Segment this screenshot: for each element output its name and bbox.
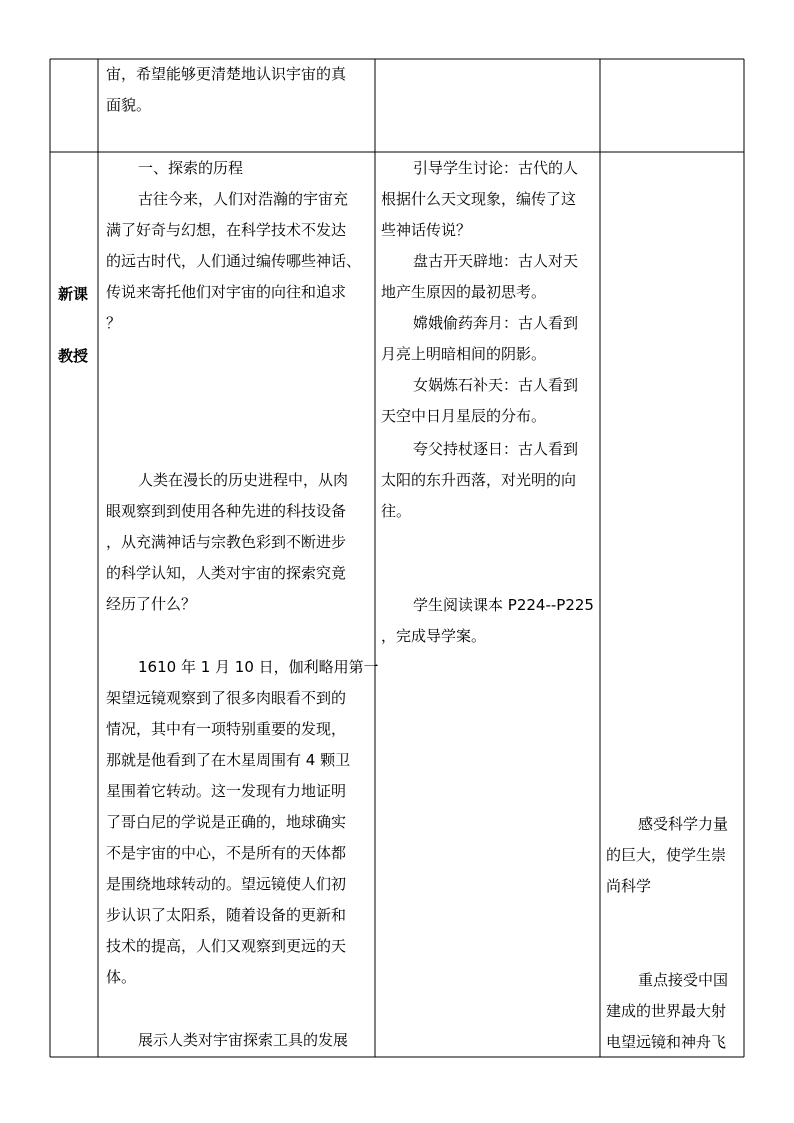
activity-line: 学生阅读课本 P224--P225 — [413, 596, 594, 614]
content-line: 展示人类对宇宙探索工具的发展 — [138, 1031, 349, 1049]
content-line: 情况，其中有一项特别重要的发现， — [106, 720, 347, 738]
intent-line: 感受科学力量 — [638, 815, 729, 833]
row1-content-line: 宙，希望能够更清楚地认识宇宙的真 — [106, 65, 347, 83]
section-label: 新课 — [58, 285, 89, 303]
content-line: 眼观察到到使用各种先进的科技设备 — [106, 502, 347, 520]
content-line: 人类在漫长的历史进程中，从肉 — [138, 471, 349, 489]
activity-line: 往。 — [381, 502, 412, 520]
activity-line: 些神话传说？ — [381, 221, 472, 239]
activity-line: 女娲炼石补天：古人看到 — [413, 376, 579, 394]
activity-line: 嫦娥偷药奔月：古人看到 — [413, 314, 579, 332]
content-line: 步认识了太阳系，随着设备的更新和 — [106, 906, 347, 924]
content-line: 的远古时代，人们通过编传哪些神话、 — [106, 252, 362, 270]
content-line: 古往今来，人们对浩瀚的宇宙充 — [138, 190, 349, 208]
activity-line: 根据什么天文现象，编传了这 — [381, 190, 577, 208]
activity-line: ，完成导学案。 — [381, 627, 487, 645]
content-line: ，从充满神话与宗教色彩到不断进步 — [106, 533, 347, 551]
row1-content-line: 面貌。 — [106, 96, 152, 114]
content-line: 经历了什么？ — [106, 595, 197, 613]
intent-line: 尚科学 — [606, 877, 652, 895]
content-line: 满了好奇与幻想，在科学技术不发达 — [106, 221, 347, 239]
intent-line: 电望远镜和神舟飞 — [606, 1033, 727, 1051]
content-line: 的科学认知，人类对宇宙的探索究竟 — [106, 564, 347, 582]
activity-line: 太阳的东升西落，对光明的向 — [381, 471, 577, 489]
content-line: 体。 — [106, 968, 137, 986]
activity-line: 引导学生讨论：古代的人 — [413, 159, 579, 177]
content-line: 不是宇宙的中心，不是所有的天体都 — [106, 844, 347, 862]
content-line: 1610 年 1 月 10 日，伽利略用第一 — [138, 658, 379, 676]
content-line: 星围着它转动。这一发现有力地证明 — [106, 782, 347, 800]
content-line: 架望远镜观察到了很多肉眼看不到的 — [106, 689, 347, 707]
intent-line: 建成的世界最大射 — [606, 1002, 727, 1020]
activity-line: 天空中日月星辰的分布。 — [381, 407, 547, 425]
activity-line: 地产生原因的最初思考。 — [381, 283, 547, 301]
content-line: 技术的提高，人们又观察到更远的天 — [106, 937, 347, 955]
intent-line: 重点接受中国 — [638, 971, 729, 989]
content-line: 传说来寄托他们对宇宙的向往和追求 — [106, 283, 347, 301]
content-line: 是围绕地球转动的。望远镜使人们初 — [106, 875, 347, 893]
intent-line: 的巨大，使学生崇 — [606, 846, 727, 864]
activity-line: 月亮上明暗相间的阴影。 — [381, 345, 547, 363]
activity-line: 夸父持杖逐日：古人看到 — [413, 440, 579, 458]
activity-line: 盘古开天辟地：古人对天 — [413, 252, 579, 270]
section-label: 教授 — [58, 347, 89, 365]
content-line: ？ — [106, 314, 122, 332]
content-line: 了哥白尼的学说是正确的，地球确实 — [106, 813, 347, 831]
content-heading: 一、探索的历程 — [138, 159, 244, 177]
content-line: 那就是他看到了在木星周围有 4 颗卫 — [106, 751, 351, 769]
